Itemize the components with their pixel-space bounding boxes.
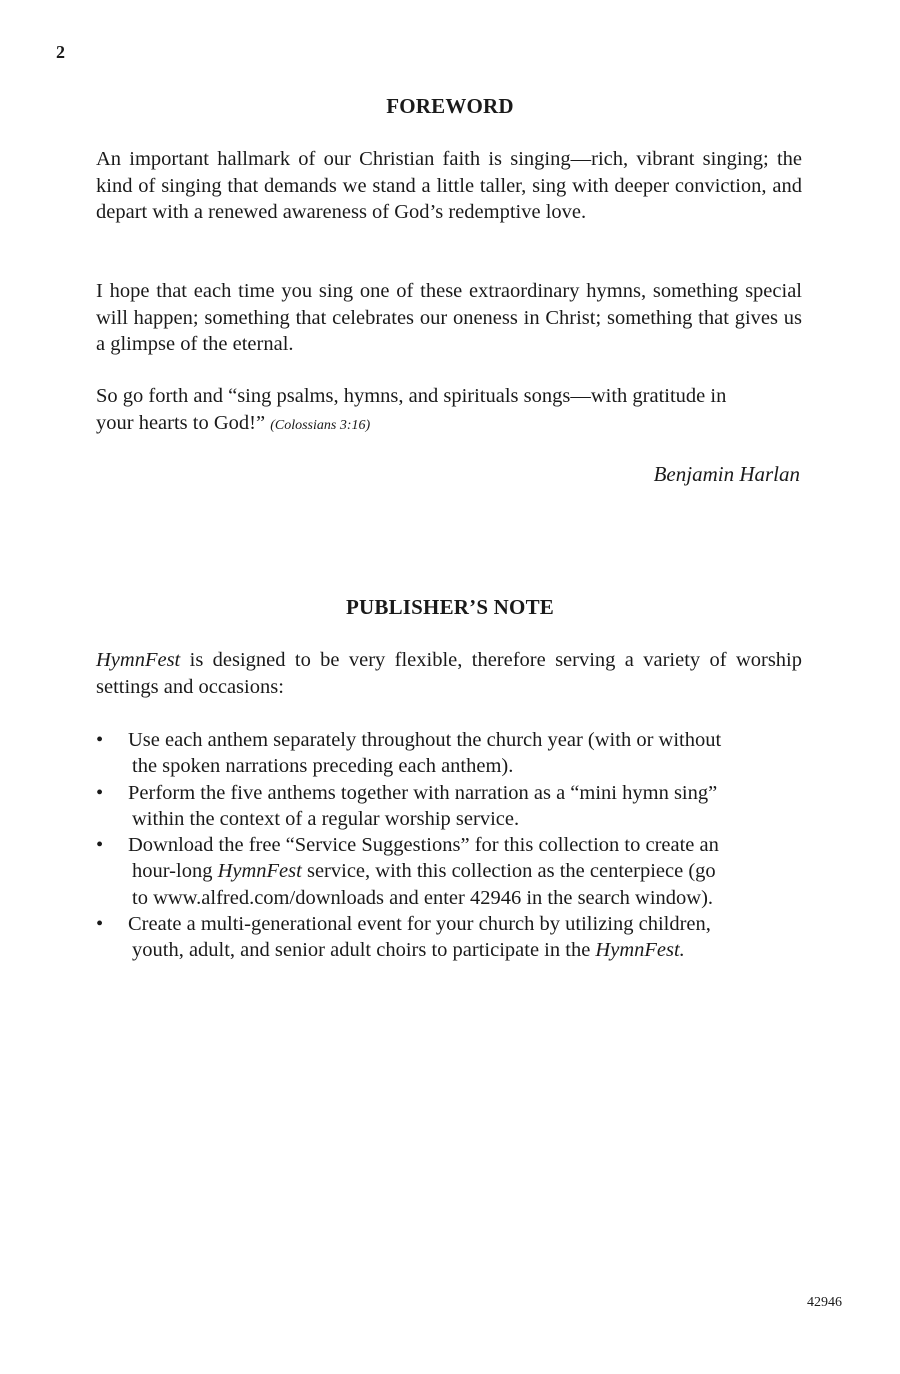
foreword-paragraph-2: I hope that each time you sing one of these extraordinary hymns, something special will happen; something that celebrates our oneness in Christ; something that gives us a glimpse of the eternal. bbox=[96, 280, 802, 355]
list-item-text: Create a multi-generational event for your church by utilizing children, bbox=[128, 913, 711, 936]
list-item-text-part: youth, adult, and senior adult choirs to participate in the bbox=[132, 939, 596, 962]
foreword-closing-paragraph bbox=[96, 383, 802, 439]
hymnfest-title: HymnFest bbox=[217, 860, 302, 883]
bullet-icon: • bbox=[96, 781, 104, 804]
list-item bbox=[96, 832, 816, 911]
author-signature: Benjamin Harlan bbox=[653, 462, 800, 486]
list-item-text: Use each anthem separately throughout the church year (with or without bbox=[128, 729, 722, 751]
publishers-note-intro bbox=[96, 647, 802, 700]
list-item-text: the spoken narrations preceding each anthem). bbox=[132, 755, 514, 778]
catalog-number: 42946 bbox=[807, 1295, 842, 1310]
list-item-text-part: hour-long bbox=[132, 860, 218, 883]
hymnfest-title: HymnFest bbox=[96, 649, 181, 671]
list-item-text bbox=[128, 860, 716, 882]
foreword-paragraph-1: An important hallmark of our Christian faith is singing—rich, vibrant singing; the kind of singing that demands we stand a little taller, sing with deeper conviction, and depart with a renewed awareness of God’s redemptive love. bbox=[96, 148, 802, 223]
list-item bbox=[96, 727, 816, 780]
list-item-text: within the context of a regular worship service. bbox=[132, 807, 520, 830]
list-item-text: to www.alfred.com/downloads and enter 42946 in the search window). bbox=[132, 886, 714, 909]
scripture-citation: (Colossians 3:16) bbox=[270, 417, 371, 433]
list-item bbox=[96, 911, 816, 964]
publishers-note-title: PUBLISHER’S NOTE bbox=[345, 595, 554, 619]
list-item-text: Download the free “Service Suggestions” for this collection to create an bbox=[128, 834, 719, 857]
page-number: 2 bbox=[56, 42, 65, 62]
bullet-icon: • bbox=[96, 913, 104, 936]
closing-line-1: So go forth and “sing psalms, hymns, and spirituals songs—with gratitude in bbox=[96, 385, 727, 407]
closing-line-2: your hearts to God!” bbox=[96, 411, 266, 434]
list-item-text bbox=[128, 939, 685, 961]
list-item-text: Perform the five anthems together with narration as a “mini hymn sing” bbox=[128, 781, 718, 804]
bullet-icon: • bbox=[96, 729, 104, 751]
list-item-text-part: service, with this collection as the centerpiece (go bbox=[301, 860, 716, 883]
hymnfest-title: HymnFest. bbox=[595, 939, 685, 962]
bullet-icon: • bbox=[96, 834, 104, 857]
intro-text: is designed to be very flexible, therefore serving a variety of worship settings and occasions: bbox=[96, 649, 802, 698]
usage-list bbox=[96, 727, 816, 964]
foreword-title: FOREWORD bbox=[386, 94, 514, 118]
list-item bbox=[96, 780, 816, 833]
